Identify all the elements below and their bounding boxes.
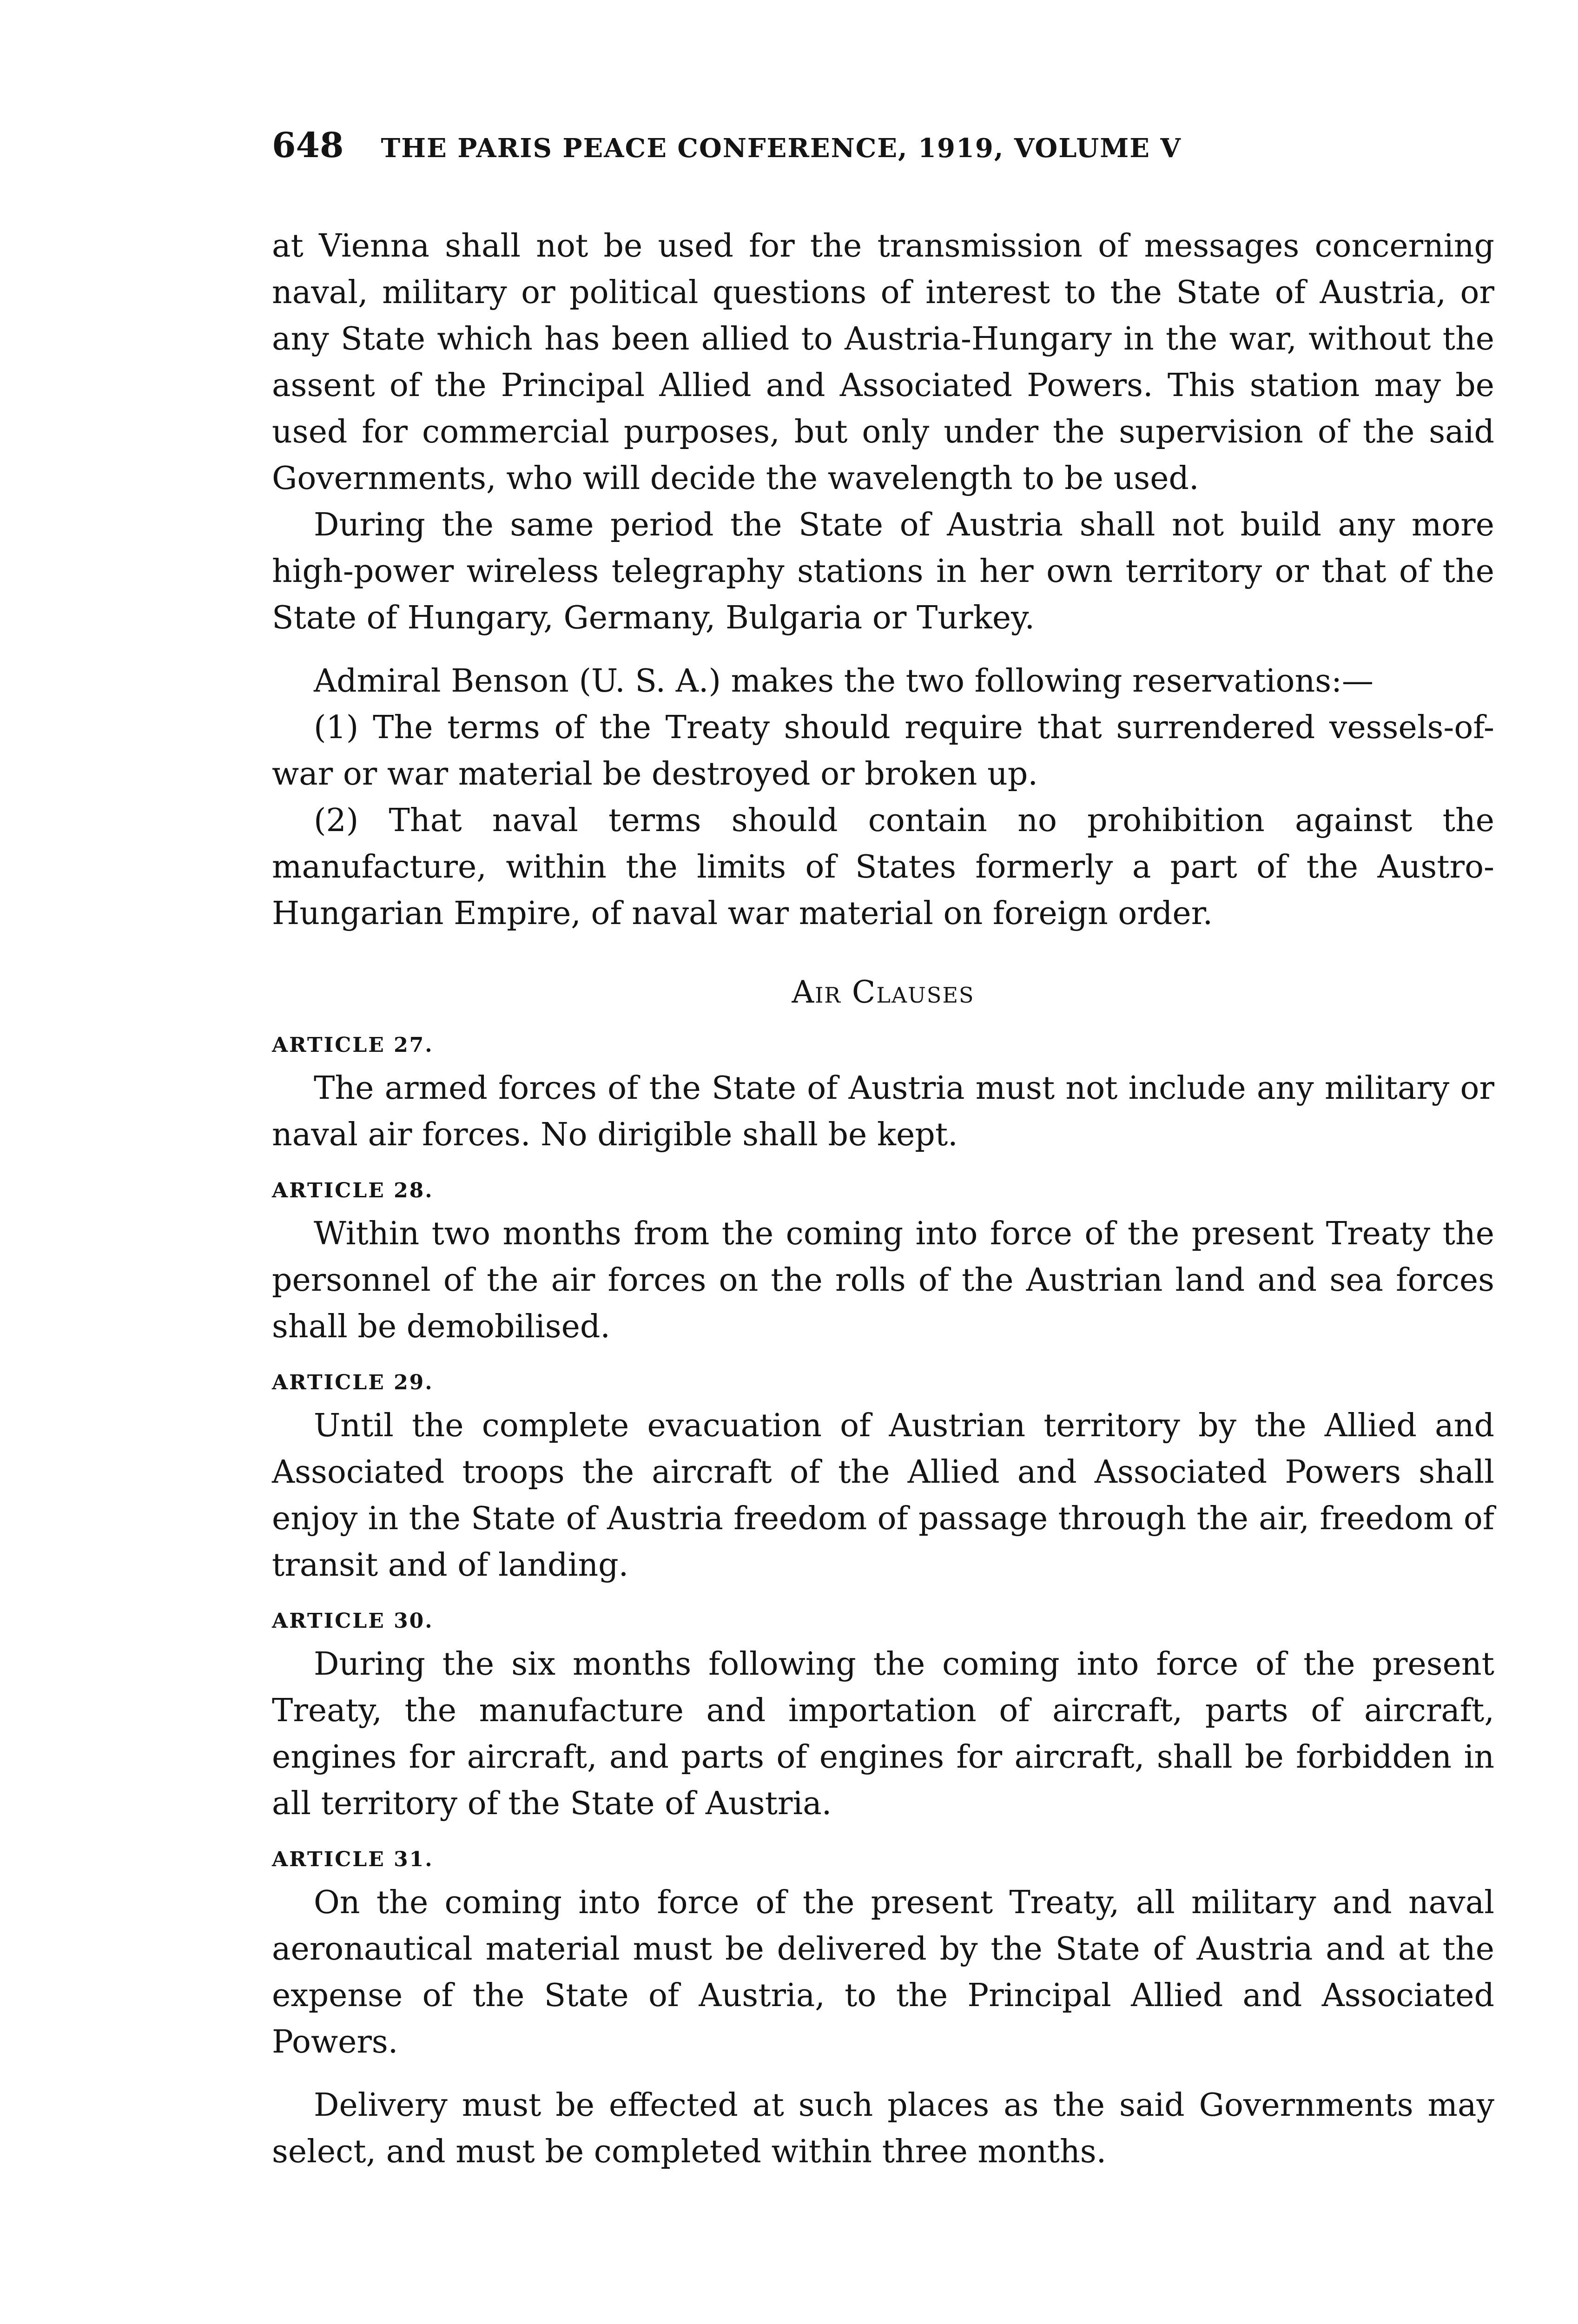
running-title: THE PARIS PEACE CONFERENCE, 1919, VOLUME V — [381, 133, 1182, 164]
article-label-30: ARTICLE 30. — [272, 1609, 434, 1633]
article-label-29: ARTICLE 29. — [272, 1371, 434, 1394]
article-text-31: On the coming into force of the present Treaty, all military and naval aeronautical material must be delivered by the State of Austria and at the expense of the State of Austria, to the Principal Allied and Associated Powers. — [272, 1884, 1494, 2060]
section-heading-air-clauses: Air Clauses — [792, 974, 975, 1010]
paragraph-wireless-stations: During the same period the State of Austria shall not build any more high-power wireless telegraphy stations in her own territory or that of the State of Hungary, Germany, Bulgaria or Turkey. — [272, 507, 1494, 636]
article-text-31-delivery: Delivery must be effected at such places as the said Governments may select, and must be completed within three months. — [272, 2087, 1494, 2170]
article-label-31: ARTICLE 31. — [272, 1848, 434, 1871]
article-text-27: The armed forces of the State of Austria must not include any military or naval air forces. No dirigible shall be kept. — [272, 1070, 1494, 1153]
article-text-29: Until the complete evacuation of Austrian territory by the Allied and Associated troops the aircraft of the Allied and Associated Powers shall enjoy in the State of Austria freedom of passage through the air, freedom of transit and of landing. — [272, 1407, 1494, 1584]
reservation-2: (2) That naval terms should contain no prohibition against the manufacture, within the limits of States formerly a part of the Austro-Hungarian Empire, of naval war material on foreign order. — [272, 802, 1494, 932]
article-label-28: ARTICLE 28. — [272, 1179, 434, 1202]
reservation-1: (1) The terms of the Treaty should require that surrendered vessels-of-war or war material be destroyed or broken up. — [272, 709, 1494, 792]
page-number: 648 — [272, 125, 344, 165]
running-head — [272, 125, 1494, 181]
article-label-27: ARTICLE 27. — [272, 1033, 434, 1057]
paragraph-benson-reservations: Admiral Benson (U. S. A.) makes the two following reservations:— — [314, 663, 1374, 700]
paragraph-vienna-station: at Vienna shall not be used for the transmission of messages concerning naval, military or political questions of interest to the State of Austria, or any State which has been allied to Austria-Hungary in the war, without the assent of the Principal Allied and Associated Powers. This station may be used for commercial purposes, but only under the supervision of the said Governments, who will decide the wavelength to be used. — [272, 228, 1494, 497]
article-text-30: During the six months following the coming into force of the present Treaty, the manufacture and importation of aircraft, parts of aircraft, engines for aircraft, and parts of engines for aircraft, shall be forbidden in all territory of the State of Austria. — [272, 1646, 1494, 1822]
document-page — [272, 125, 1494, 2175]
article-text-28: Within two months from the coming into force of the present Treaty the personnel of the air forces on the rolls of the Austrian land and sea forces shall be demobilised. — [272, 1215, 1494, 1345]
